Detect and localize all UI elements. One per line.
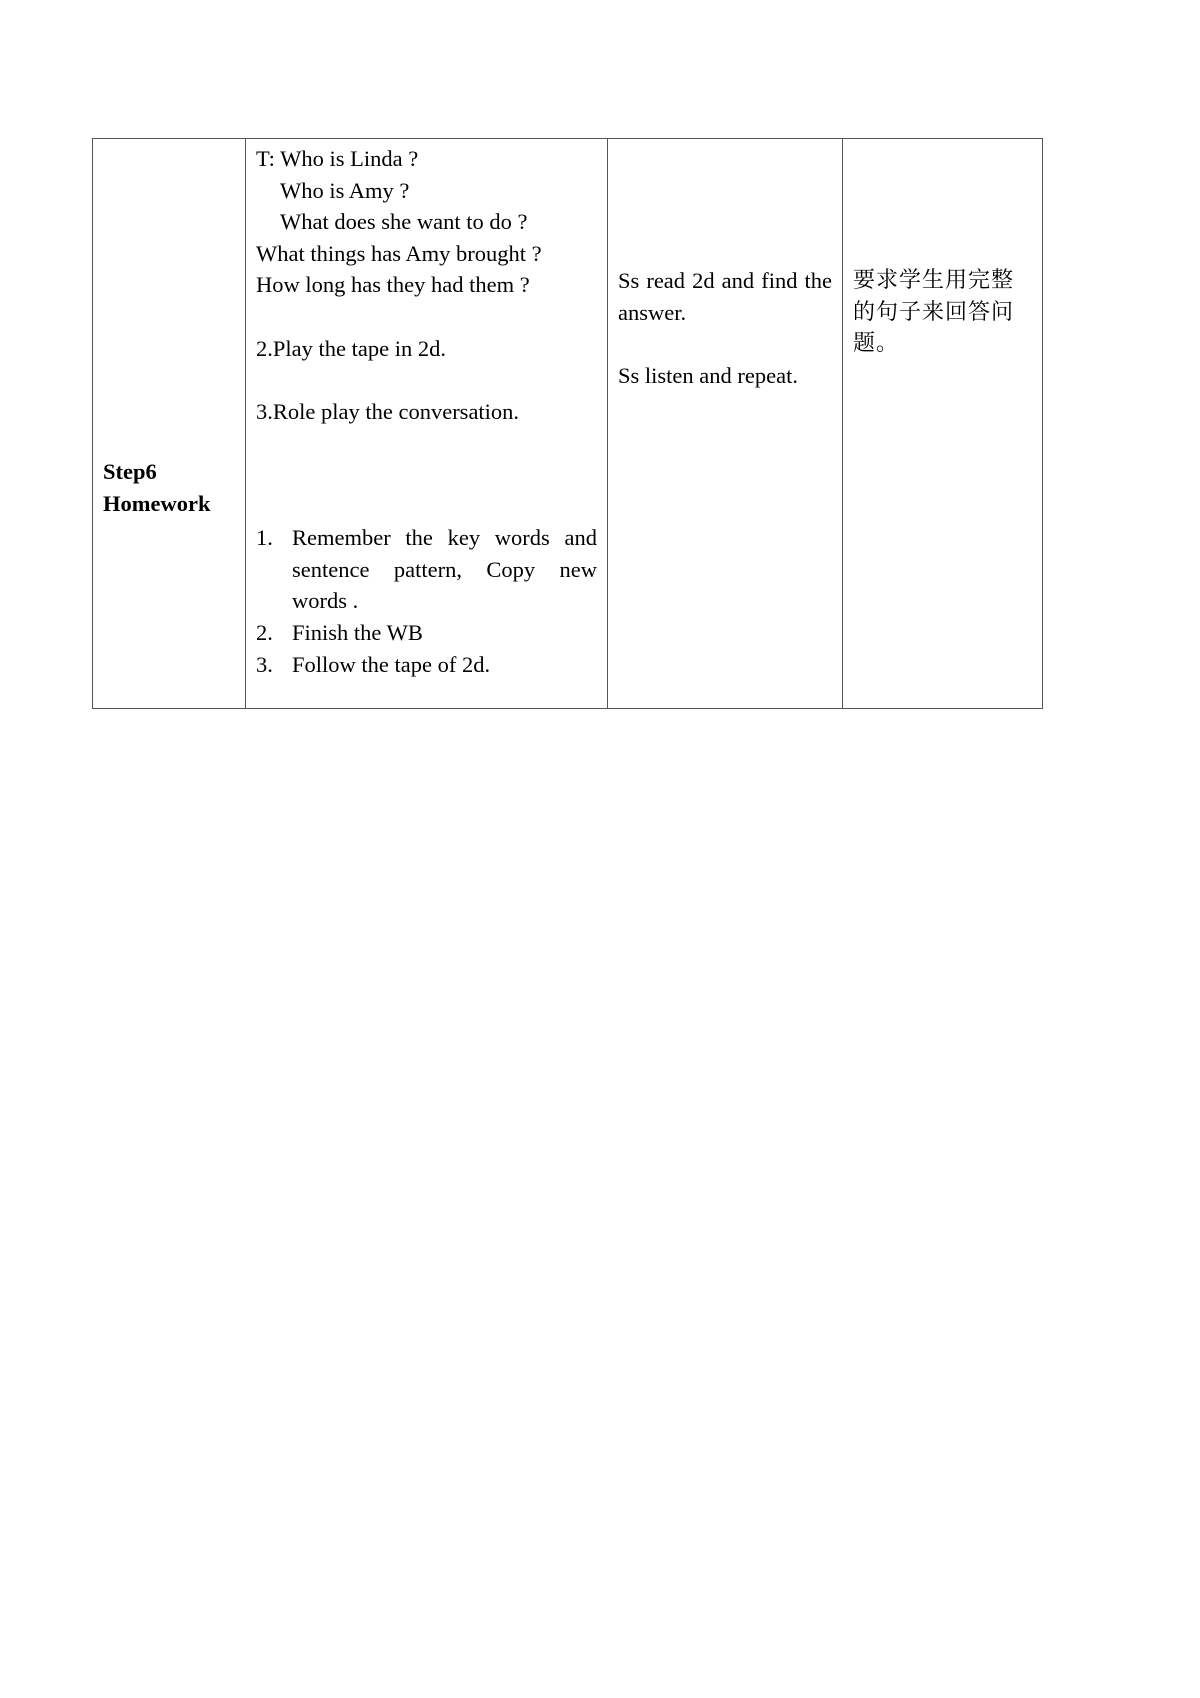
student-activity-read: Ss read 2d and find the answer. [618,268,832,325]
table-row [93,139,1043,709]
teacher-activity-cell [246,139,608,709]
lesson-plan-table [92,138,1043,709]
question-things: What things has Amy brought ? [256,240,542,266]
step-number: Step6 [103,459,157,484]
step-title: Homework [103,490,211,516]
step-label [103,456,235,519]
student-activity-cell [608,139,843,709]
design-purpose-cell [843,139,1043,709]
task-role-play: 3.Role play the conversation. [256,398,520,424]
question-linda: T: Who is Linda ? [256,146,419,171]
design-purpose-text: 要求学生用完整的句子来回答问题。 [853,268,1015,357]
question-amy: Who is Amy ? [280,177,410,203]
step-cell [93,139,246,709]
question-how-long: How long has they had them ? [256,272,530,298]
list-item: 3. Follow the tape of 2d. [256,651,491,677]
question-want: What does she want to do ? [280,209,528,235]
student-activity-listen: Ss listen and repeat. [618,362,798,388]
list-item: 1. Remember the key words and sentence pattern, Copy new words . [256,525,597,614]
list-item: 2. Finish the WB [256,619,423,645]
task-play-tape: 2.Play the tape in 2d. [256,335,446,361]
homework-list [256,522,597,680]
